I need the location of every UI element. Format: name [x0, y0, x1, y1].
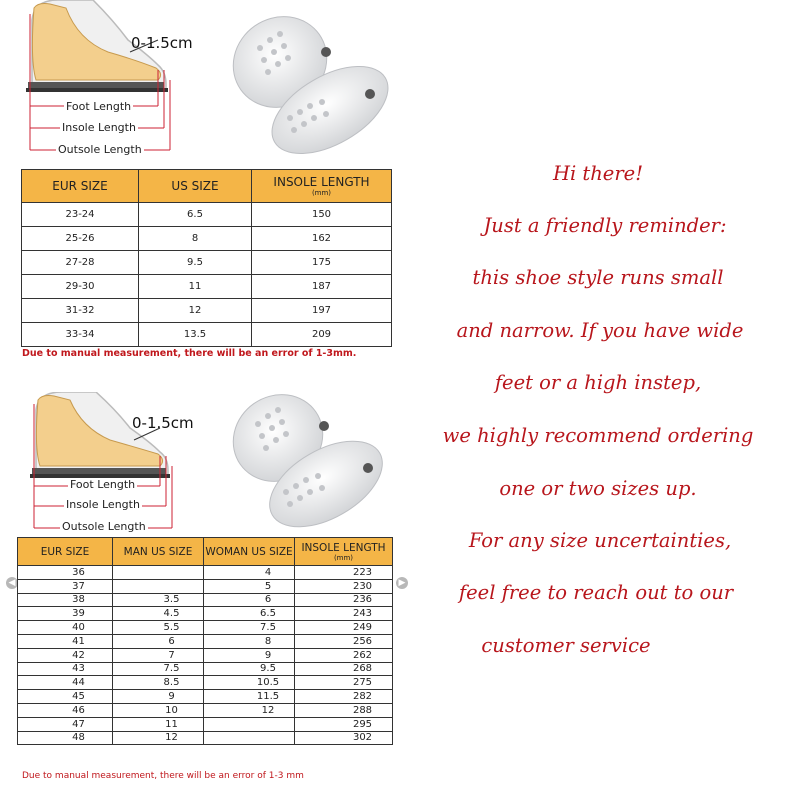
reminder-line: feet or a high instep,	[494, 371, 702, 394]
table-row: 37 5 230	[18, 579, 393, 593]
chevron-right-icon[interactable]: ▶	[396, 577, 408, 589]
table-header-row	[22, 170, 392, 203]
table-row: 47 11 295	[18, 717, 393, 731]
top-foot-diagram	[18, 0, 218, 160]
col-header-woman-us: WOMAN US SIZE	[204, 538, 295, 566]
insole-length-label: Insole Length	[66, 498, 140, 511]
top-size-chart	[21, 169, 392, 347]
chevron-left-icon[interactable]: ◀	[6, 577, 18, 589]
table-row: 43 7.5 9.5 268	[18, 662, 393, 676]
table-row: 38 3.5 6 236	[18, 593, 393, 607]
table-row: 41 6 8 256	[18, 634, 393, 648]
reminder-line: we highly recommend ordering	[442, 424, 754, 447]
reminder-line: Just a friendly reminder:	[483, 214, 727, 237]
table-row: 44 8.5 10.5 275	[18, 676, 393, 690]
measurement-note: Due to manual measurement, there will be an error of 1-3mm.	[22, 348, 357, 359]
table-row: 42 7 9 262	[18, 648, 393, 662]
table-header-row	[18, 538, 393, 566]
insole-length-label: Insole Length	[62, 121, 136, 134]
col-header-us: US SIZE	[139, 170, 252, 203]
table-row: 29-30 11 187	[22, 275, 392, 299]
foot-length-label: Foot Length	[66, 100, 132, 113]
clog-product-image	[220, 384, 396, 534]
table-row: 25-26 8 162	[22, 227, 392, 251]
table-row: 33-34 13.5 209	[22, 323, 392, 347]
outsole-length-label: Outsole Length	[58, 143, 142, 156]
outsole-length-label: Outsole Length	[62, 520, 146, 533]
table-row: 46 10 12 288	[18, 703, 393, 717]
toe-gap-label: 0-1.5cm	[132, 414, 194, 432]
table-row: 48 12 302	[18, 731, 393, 745]
reminder-line: one or two sizes up.	[499, 477, 697, 500]
toe-gap-label: 0-1.5cm	[131, 34, 193, 52]
col-header-eur: EUR SIZE	[18, 538, 113, 566]
table-row: 40 5.5 7.5 249	[18, 621, 393, 635]
col-header-eur: EUR SIZE	[22, 170, 139, 203]
reminder-line: Hi there!	[552, 162, 644, 185]
bottom-size-chart	[17, 537, 393, 745]
table-row: 23-24 6.5 150	[22, 203, 392, 227]
reminder-line: and narrow. If you have wide	[456, 319, 744, 342]
col-header-insole: INSOLE LENGTH (mm)	[252, 170, 392, 203]
measurement-note: Due to manual measurement, there will be an error of 1-3 mm	[22, 771, 304, 781]
table-row: 27-28 9.5 175	[22, 251, 392, 275]
col-header-insole: INSOLE LENGTH (mm)	[295, 538, 393, 566]
table-row: 36 4 223	[18, 566, 393, 580]
foot-length-label: Foot Length	[70, 478, 136, 491]
reminder-line: this shoe style runs small	[472, 266, 724, 289]
table-row: 39 4.5 6.5 243	[18, 607, 393, 621]
reminder-line: customer service	[481, 634, 651, 657]
clog-product-image	[218, 6, 394, 156]
bottom-foot-diagram	[24, 392, 224, 542]
col-header-man-us: MAN US SIZE	[113, 538, 204, 566]
reminder-line: feel free to reach out to our	[458, 581, 734, 604]
table-row: 45 9 11.5 282	[18, 690, 393, 704]
table-row: 31-32 12 197	[22, 299, 392, 323]
reminder-line: For any size uncertainties,	[468, 529, 732, 552]
foot-measure-illustration	[18, 0, 218, 160]
